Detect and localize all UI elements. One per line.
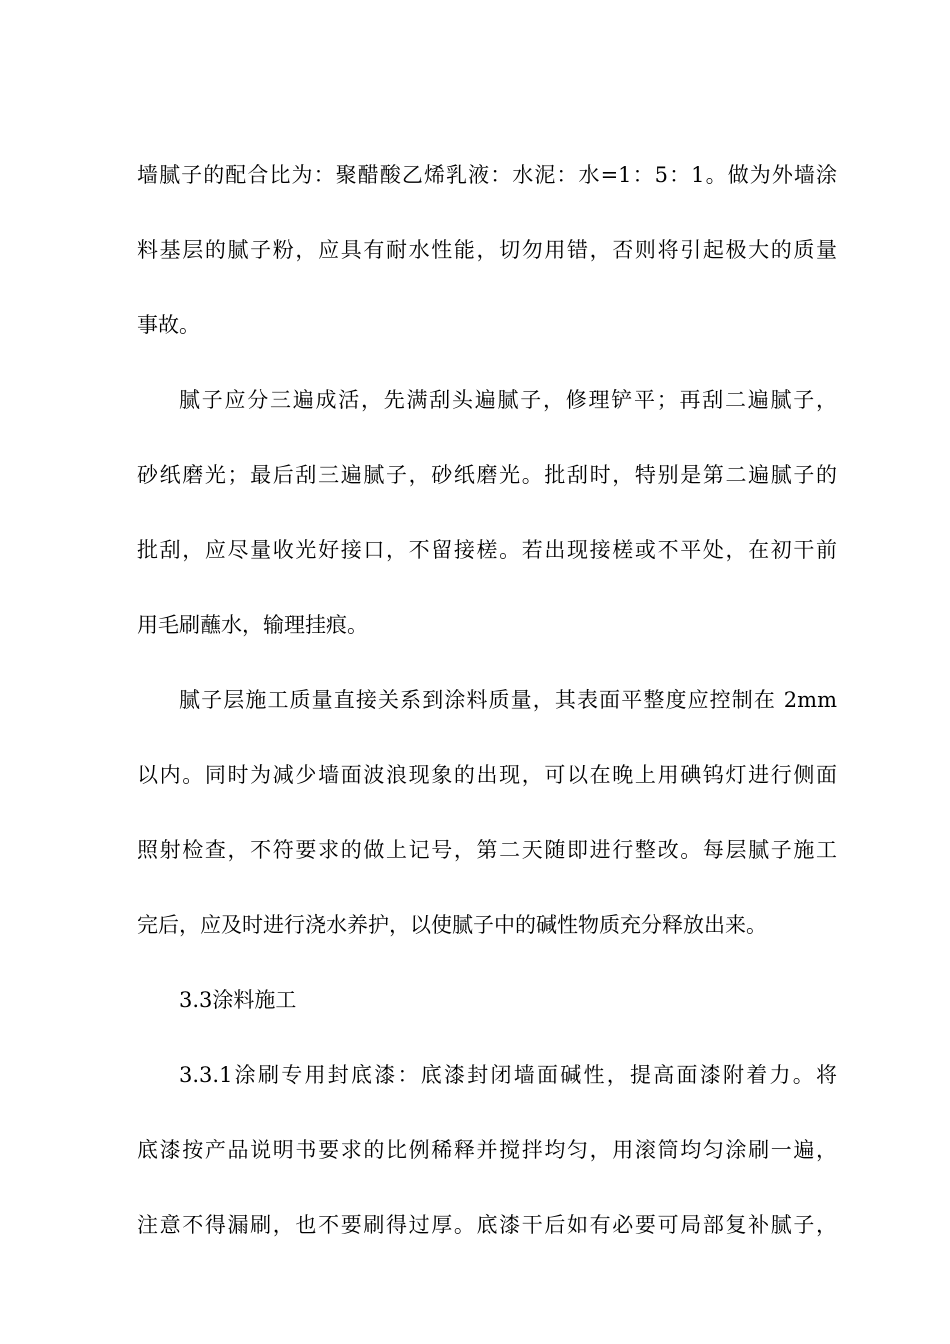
paragraph-line: 注意不得漏刷，也不要刷得过厚。底漆干后如有必要可局部复补腻子，: [137, 1213, 837, 1237]
paragraph-line: 照射检查，不符要求的做上记号，第二天随即进行整改。每层腻子施工: [137, 838, 837, 862]
paragraph-line: 批刮，应尽量收光好接口，不留接槎。若出现接槎或不平处，在初干前: [137, 538, 837, 562]
paragraph-line: 砂纸磨光；最后刮三遍腻子，砂纸磨光。批刮时，特别是第二遍腻子的: [137, 463, 837, 487]
paragraph-line: 腻子应分三遍成活，先满刮头遍腻子，修理铲平；再刮二遍腻子，: [179, 388, 837, 412]
paragraph-line: 用毛刷蘸水，输理挂痕。: [137, 613, 368, 637]
paragraph-line: 底漆按产品说明书要求的比例稀释并搅拌均匀，用滚筒均匀涂刷一遍，: [137, 1138, 837, 1162]
paragraph-line: 墙腻子的配合比为：聚醋酸乙烯乳液：水泥：水=1：5：1。做为外墙涂: [137, 163, 837, 187]
paragraph-line: 腻子层施工质量直接关系到涂料质量，其表面平整度应控制在 2mm: [179, 688, 837, 712]
paragraph-line: 完后，应及时进行浇水养护，以使腻子中的碱性物质充分释放出来。: [137, 913, 767, 937]
paragraph-line: 以内。同时为减少墙面波浪现象的出现，可以在晚上用碘钨灯进行侧面: [137, 763, 837, 787]
paragraph-line: 料基层的腻子粉，应具有耐水性能，切勿用错，否则将引起极大的质量: [137, 238, 837, 262]
paragraph-line: 事故。: [137, 313, 200, 337]
section-heading: 3.3涂料施工: [179, 988, 297, 1012]
paragraph-line: 3.3.1涂刷专用封底漆：底漆封闭墙面碱性，提高面漆附着力。将: [179, 1063, 837, 1087]
